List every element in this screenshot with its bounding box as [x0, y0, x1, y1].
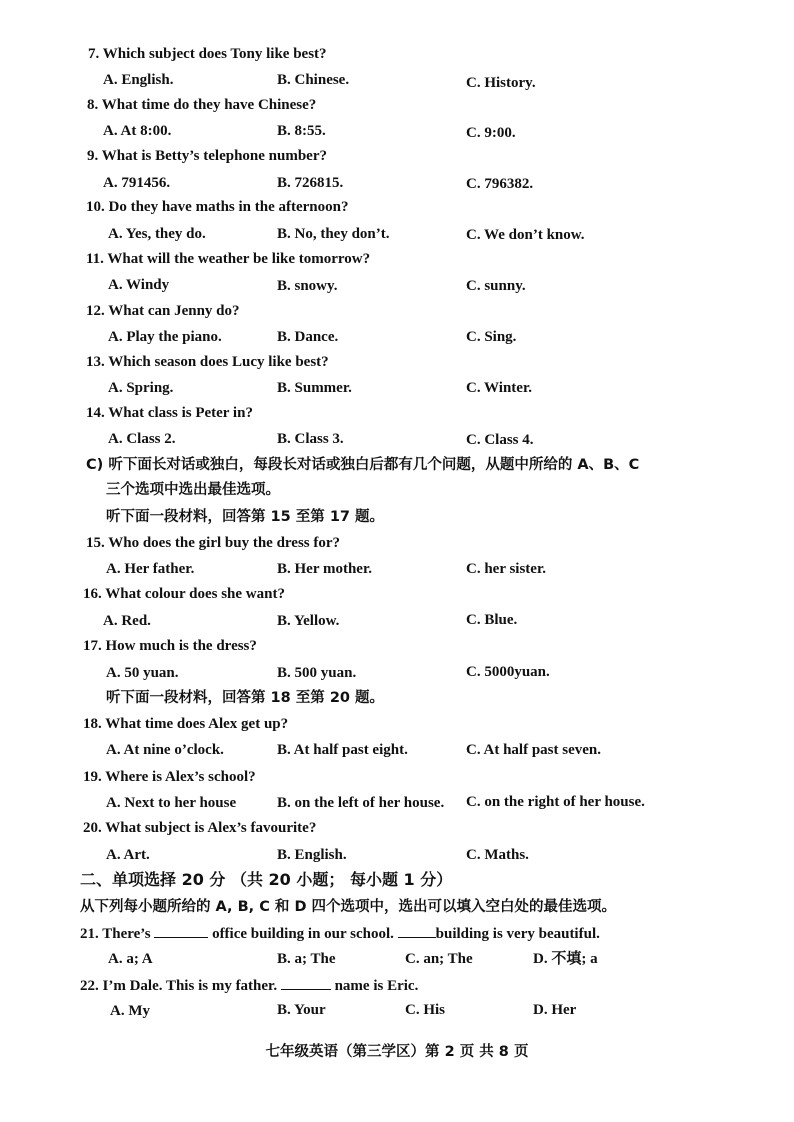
option-20c: C. Maths. — [466, 847, 529, 863]
question-7: 7. Which subject does Tony like best? — [88, 46, 327, 62]
option-21b: B. a; The — [277, 951, 336, 967]
question-13: 13. Which season does Lucy like best? — [86, 354, 329, 370]
question-19: 19. Where is Alex’s school? — [83, 769, 256, 785]
option-18a: A. At nine o’clock. — [106, 742, 224, 758]
option-12c: C. Sing. — [466, 329, 517, 345]
option-10b: B. No, they don’t. — [277, 226, 390, 242]
option-14b: B. Class 3. — [277, 431, 344, 447]
option-22a: A. My — [110, 1003, 150, 1019]
option-8a: A. At 8:00. — [103, 123, 172, 139]
question-18: 18. What time does Alex get up? — [83, 716, 289, 732]
question-11: 11. What will the weather be like tomorrow? — [86, 251, 371, 267]
option-10a: A. Yes, they do. — [108, 226, 206, 242]
section-c-instruction: C) 听下面长对话或独白，每段长对话或独白后都有几个问题，从题中所给的 A、B、C — [86, 457, 640, 473]
option-13a: A. Spring. — [108, 380, 174, 396]
question-10: 10. Do they have maths in the afternoon? — [86, 199, 349, 215]
option-7c: C. History. — [466, 75, 536, 91]
option-18c: C. At half past seven. — [466, 742, 602, 758]
option-19b: B. on the left of her house. — [277, 795, 445, 811]
option-19a: A. Next to her house — [106, 795, 237, 811]
option-22b: B. Your — [277, 1002, 326, 1018]
option-9a: A. 791456. — [103, 175, 171, 191]
option-11a: A. Windy — [108, 277, 170, 293]
option-22c: C. His — [405, 1002, 446, 1018]
option-12b: B. Dance. — [277, 329, 339, 345]
question-22 — [80, 975, 418, 996]
option-20b: B. English. — [277, 847, 347, 863]
page-footer: 七年级英语（第三学区）第 2 页 共 8 页 — [265, 1044, 529, 1060]
question-21-text-2: office building in our school. — [212, 926, 394, 942]
question-22-text-1: 22. I’m Dale. This is my father. — [80, 978, 278, 994]
answer-blank — [281, 975, 331, 990]
option-7b: B. Chinese. — [277, 72, 350, 88]
option-21a: A. a; A — [108, 951, 153, 967]
answer-blank — [154, 923, 208, 938]
option-14c: C. Class 4. — [466, 432, 534, 448]
question-20: 20. What subject is Alex’s favourite? — [83, 820, 317, 836]
option-16b: B. Yellow. — [277, 613, 340, 629]
option-17c: C. 5000yuan. — [466, 664, 550, 680]
option-15a: A. Her father. — [106, 561, 195, 577]
material-intro-1: 听下面一段材料，回答第 15 至第 17 题。 — [106, 509, 385, 525]
option-17a: A. 50 yuan. — [106, 665, 179, 681]
question-9: 9. What is Betty’s telephone number? — [87, 148, 327, 164]
question-21 — [80, 923, 600, 944]
option-13b: B. Summer. — [277, 380, 352, 396]
option-10c: C. We don’t know. — [466, 227, 585, 243]
option-18b: B. At half past eight. — [277, 742, 408, 758]
option-8b: B. 8:55. — [277, 123, 326, 139]
question-16: 16. What colour does she want? — [83, 586, 285, 602]
option-8c: C. 9:00. — [466, 125, 516, 141]
question-22-text-2: name is Eric. — [334, 978, 419, 994]
question-15: 15. Who does the girl buy the dress for? — [86, 535, 341, 551]
question-8: 8. What time do they have Chinese? — [87, 97, 317, 113]
option-21d: D. 不填; a — [533, 951, 598, 967]
option-22d: D. Her — [533, 1002, 577, 1018]
option-12a: A. Play the piano. — [108, 329, 222, 345]
option-9c: C. 796382. — [466, 176, 534, 192]
option-7a: A. English. — [103, 72, 174, 88]
option-17b: B. 500 yuan. — [277, 665, 357, 681]
section-heading: 二、单项选择 20 分 （共 20 小题； 每小题 1 分） — [80, 870, 453, 889]
option-20a: A. Art. — [106, 847, 150, 863]
material-intro-2: 听下面一段材料，回答第 18 至第 20 题。 — [106, 690, 385, 706]
option-15c: C. her sister. — [466, 561, 546, 577]
option-19c: C. on the right of her house. — [466, 794, 645, 810]
option-16c: C. Blue. — [466, 612, 518, 628]
option-11b: B. snowy. — [277, 278, 338, 294]
question-14: 14. What class is Peter in? — [86, 405, 253, 421]
answer-blank — [398, 923, 436, 938]
option-14a: A. Class 2. — [108, 431, 176, 447]
option-16a: A. Red. — [103, 613, 151, 629]
option-15b: B. Her mother. — [277, 561, 372, 577]
option-11c: C. sunny. — [466, 278, 526, 294]
question-21-text-1: 21. There’s — [80, 926, 151, 942]
question-21-text-3: building is very beautiful. — [435, 926, 600, 942]
option-9b: B. 726815. — [277, 175, 344, 191]
question-12: 12. What can Jenny do? — [86, 303, 240, 319]
option-13c: C. Winter. — [466, 380, 532, 396]
question-17: 17. How much is the dress? — [83, 638, 257, 654]
section-c-instruction-cont: 三个选项中选出最佳选项。 — [106, 482, 280, 498]
option-21c: C. an; The — [405, 951, 473, 967]
section-instruction: 从下列每小题所给的 A, B, C 和 D 四个选项中，选出可以填入空白处的最佳选项。 — [80, 899, 617, 915]
